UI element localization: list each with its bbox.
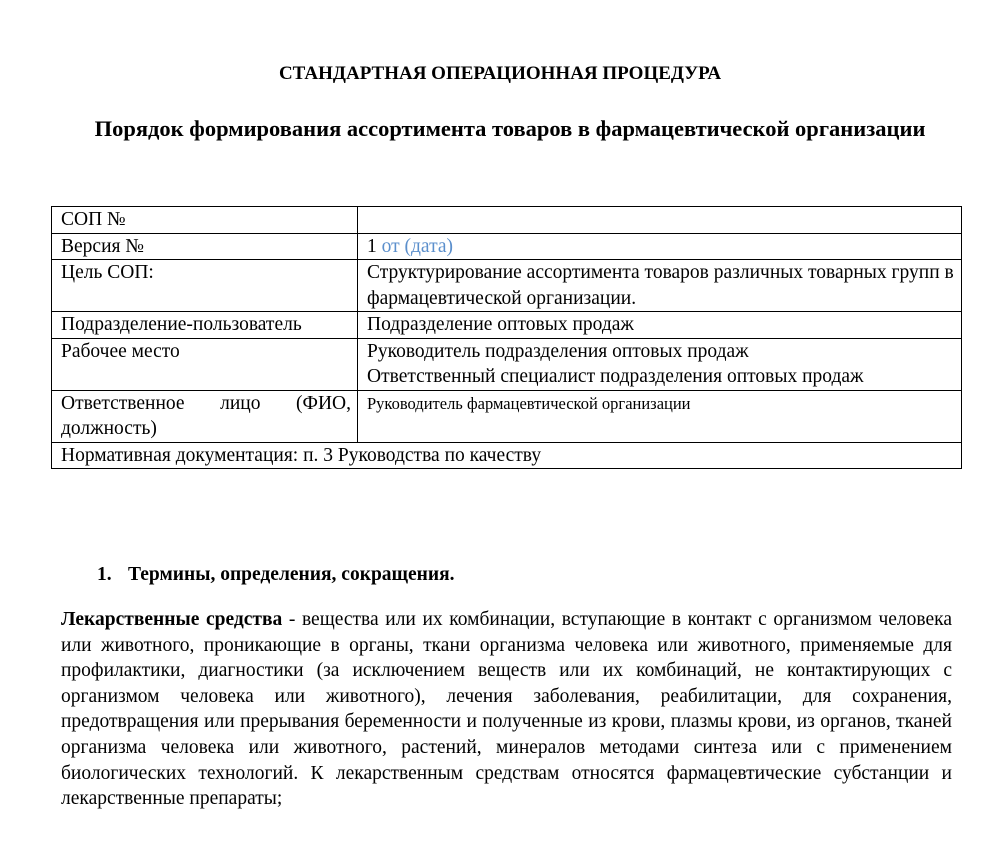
- table-row-regulatory: [52, 442, 962, 469]
- table-row-version: [52, 233, 962, 260]
- department-value: Подразделение оптовых продаж: [358, 312, 962, 339]
- section-heading: [97, 562, 455, 588]
- department-label: Подразделение-пользователь: [52, 312, 358, 339]
- version-number: 1: [367, 235, 377, 257]
- responsible-value: Руководитель фармацевтической организации: [358, 390, 962, 442]
- definition-paragraph: [61, 607, 952, 812]
- sop-number-label: СОП №: [52, 207, 358, 234]
- definition-term: Лекарственные средства: [61, 609, 283, 630]
- workplace-line-2: Ответственный специалист подразделения оптовых продаж: [367, 366, 864, 387]
- version-label: Версия №: [52, 233, 358, 260]
- version-date-link[interactable]: от (дата): [381, 235, 453, 257]
- table-row-workplace: [52, 338, 962, 390]
- table-row-sop-number: [52, 207, 962, 234]
- workplace-value: [358, 338, 962, 390]
- version-value: [358, 233, 962, 260]
- workplace-line-1: Руководитель подразделения оптовых продаж: [367, 340, 749, 362]
- sop-number-value: [358, 207, 962, 234]
- table-row-responsible: [52, 390, 962, 442]
- definition-text: - вещества или их комбинации, вступающие в контакт с организмом человека или животного, проникающие в органы, ткани организма человека или животного, применяемые для профилактики, диагностики (за исключением веществ или их комбинаций, не контактирующих с организмом человека или животного), лечения заболевания, реабилитации, для сохранения, предотвращения или прерывания беременности и полученные из крови, плазмы крови, из органов, тканей организма человека или животного, растений, минералов методами синтеза или с применением биологических технологий. К лекарственным средствам относятся фармацевтические субстанции и лекарственные препараты;: [61, 609, 952, 810]
- section-number: 1.: [97, 564, 112, 585]
- sop-info-table: [51, 206, 962, 469]
- regulatory-docs: Нормативная документация: п. 3 Руководства по качеству: [52, 442, 962, 469]
- goal-value: Структурирование ассортимента товаров различных товарных групп в фармацевтической организации.: [358, 260, 962, 312]
- table-row-department: [52, 312, 962, 339]
- goal-label: Цель СОП:: [52, 260, 358, 312]
- workplace-label: Рабочее место: [52, 338, 358, 390]
- table-row-goal: [52, 260, 962, 312]
- responsible-label: Ответственное лицо (ФИО, должность): [52, 390, 358, 442]
- document-title: Порядок формирования ассортимента товаров в фармацевтической организации: [94, 116, 926, 141]
- document-heading: СТАНДАРТНАЯ ОПЕРАЦИОННАЯ ПРОЦЕДУРА: [278, 63, 722, 84]
- section-title: Термины, определения, сокращения.: [128, 564, 455, 585]
